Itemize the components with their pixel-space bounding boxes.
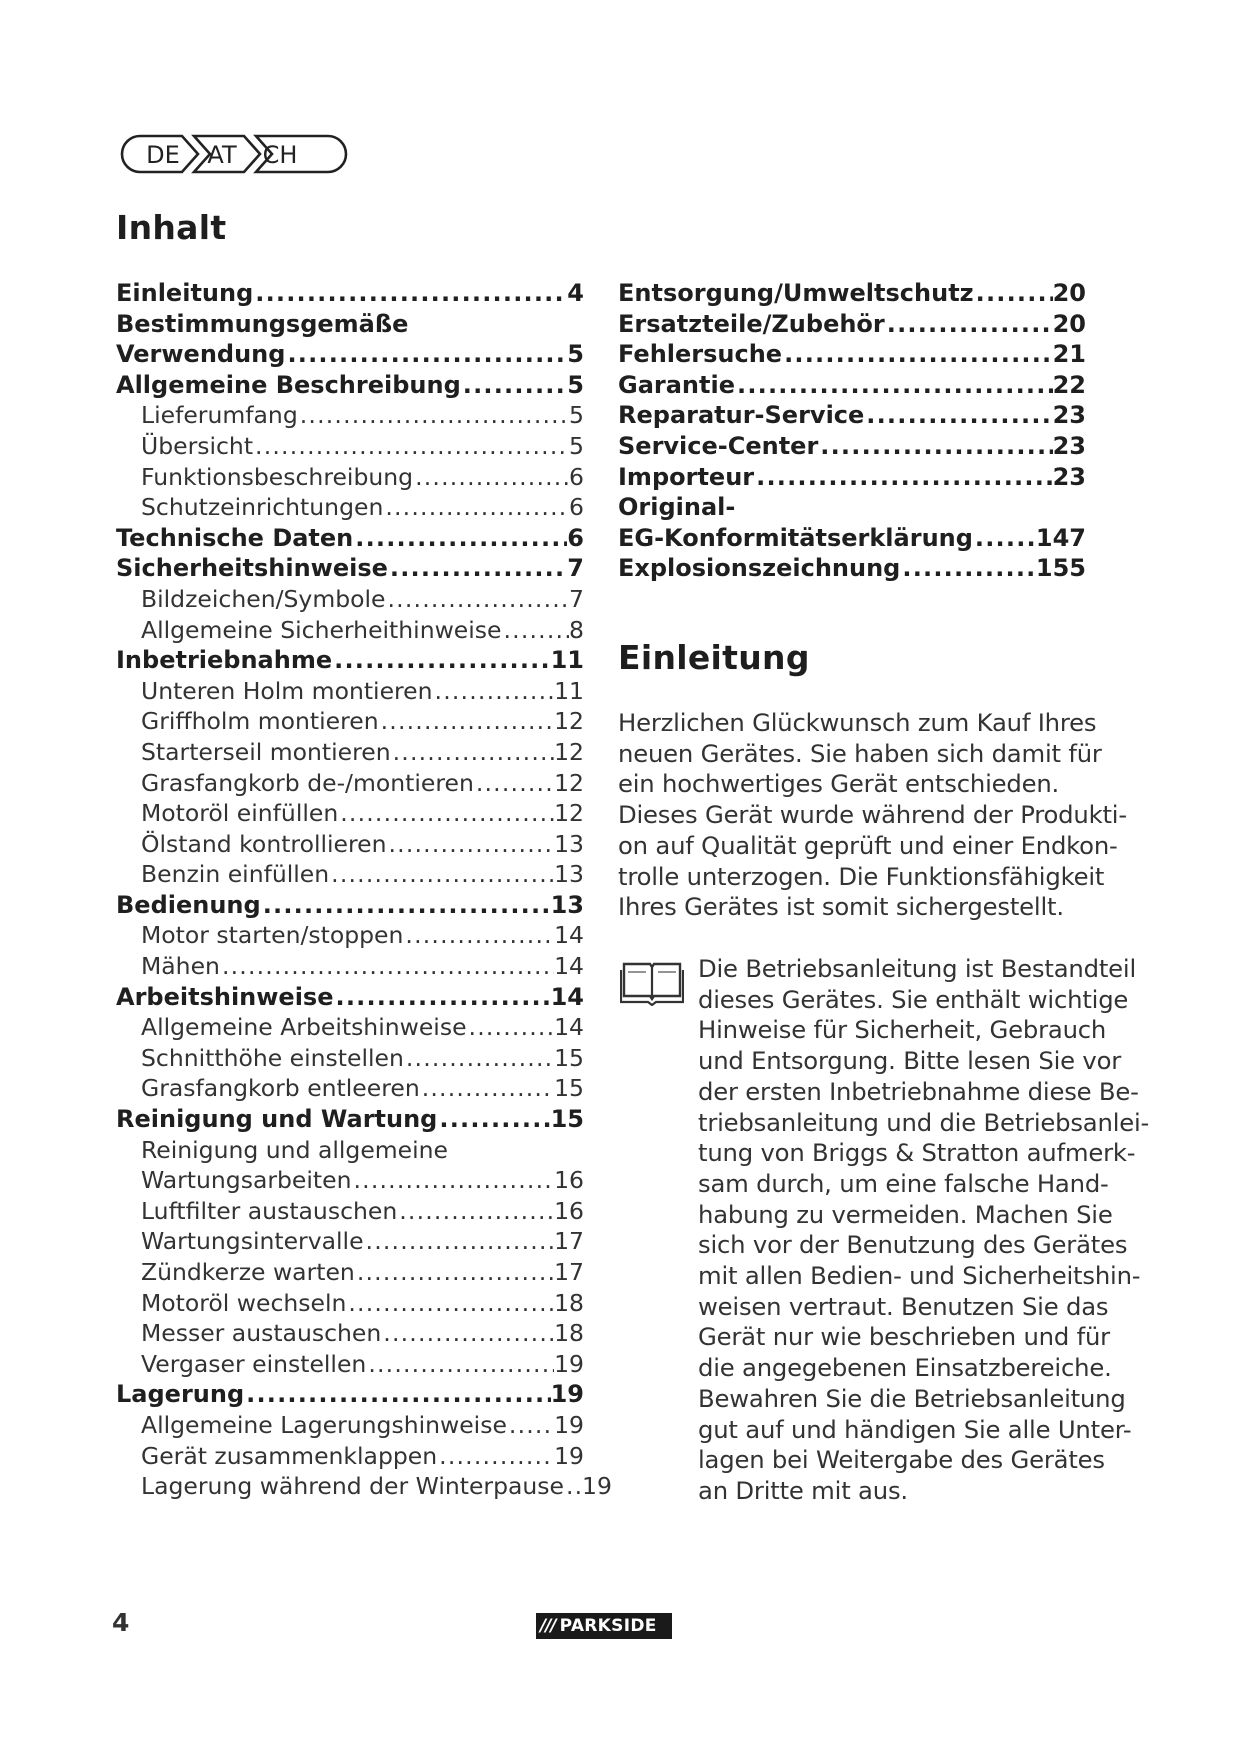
toc-entry-inbetriebnahme	[116, 645, 584, 676]
toc-leader-dots	[885, 309, 1053, 340]
toc-entry-label: Schnitthöhe einstellen	[141, 1043, 404, 1072]
toc-entry-label: Motoröl einfüllen	[141, 799, 339, 828]
toc-entry-starterseil-montieren	[116, 737, 584, 768]
toc-entry-label: Importeur	[618, 462, 755, 491]
toc-entry-label: Original-	[618, 493, 736, 522]
toc-entry-page: 19	[554, 1410, 584, 1439]
parkside-logo	[536, 1613, 672, 1639]
toc-entry-lagerung-waehrend-der-winterpause	[116, 1471, 612, 1502]
toc-leader-dots	[298, 400, 569, 431]
toc-entry-label: Allgemeine Lagerungshinweise	[141, 1410, 507, 1439]
toc-entry-label: Mähen	[141, 952, 220, 981]
toc-entry-label: Lieferumfang	[141, 401, 298, 430]
toc-leader-dots	[420, 1073, 554, 1104]
toc-entry-zuendkerze-warten	[116, 1257, 584, 1288]
toc-entry-allgemeine-beschreibung	[116, 370, 584, 401]
toc-entry-page: 19	[550, 1380, 584, 1409]
text-line: Gerät nur wie beschrieben und für	[698, 1322, 1110, 1352]
toc-entry-page: 4	[567, 279, 584, 307]
toc-entry-label: Messer austauschen	[141, 1319, 382, 1348]
text-line: sich vor der Benutzung des Gerätes	[698, 1230, 1128, 1260]
toc-entry-page: 15	[554, 1043, 584, 1072]
toc-entry-funktionsbeschreibung	[116, 462, 584, 493]
toc-entry-page: 21	[1052, 340, 1086, 369]
toc-leader-dots	[437, 1441, 554, 1472]
toc-entry-label: Wartungsarbeiten	[141, 1166, 352, 1195]
text-line: ein hochwertiges Gerät entschieden.	[618, 769, 1060, 799]
toc-entry-label: Griffholm montieren	[141, 707, 379, 736]
toc-entry-sicherheitshinweise	[116, 553, 584, 584]
toc-entry-lieferumfang	[116, 400, 584, 431]
toc-leader-dots	[244, 1379, 550, 1410]
toc-entry-label: Ölstand kontrollieren	[141, 829, 387, 858]
toc-leader-dots	[329, 859, 554, 890]
toc-entry-page: 12	[554, 737, 584, 766]
manual-note-paragraph	[698, 954, 1149, 1507]
toc-entry-fehlersuche	[618, 339, 1086, 370]
toc-leader-dots	[388, 553, 567, 584]
toc-entry-wartungsarbeiten	[116, 1165, 584, 1196]
toc-entry-label: Entsorgung/Umweltschutz	[618, 279, 974, 307]
toc-entry-page: 14	[550, 982, 584, 1011]
toc-entry-page: 14	[554, 1013, 584, 1042]
toc-leader-dots	[220, 951, 554, 982]
text-line: trolle unterzogen. Die Funktionsfähigkeit	[618, 861, 1105, 891]
toc-leader-dots	[397, 1196, 554, 1227]
toc-entry-label: Ersatzteile/Zubehör	[618, 309, 885, 338]
toc-entry-motor-starten-stoppen	[116, 920, 584, 951]
badge-de: DE	[146, 141, 180, 169]
toc-entry-label: Luftfilter austauschen	[141, 1196, 398, 1225]
toc-entry-label: Bedienung	[116, 890, 261, 919]
toc-entry-original	[618, 492, 1086, 523]
toc-entry-page: 6	[569, 493, 584, 522]
toc-leader-dots	[973, 523, 1036, 554]
toc-entry-label: Grasfangkorb de-/montieren	[141, 768, 474, 797]
toc-entry-label: Starterseil montieren	[141, 737, 391, 766]
toc-entry-page: 22	[1052, 370, 1086, 399]
toc-entry-lagerung	[116, 1379, 584, 1410]
toc-entry-technische-daten	[116, 523, 584, 554]
toc-leader-dots	[474, 768, 554, 799]
toc-leader-dots	[353, 523, 567, 554]
toc-entry-label: Zündkerze warten	[141, 1258, 355, 1286]
toc-entry-label: Fehlersuche	[618, 340, 783, 369]
logo-slashes: ///	[540, 1616, 556, 1636]
toc-entry-grasfangkorb-de-montieren	[116, 768, 584, 799]
toc-entry-page: 20	[1052, 309, 1086, 338]
toc-entry-page: 23	[1052, 431, 1086, 460]
toc-entry-label: Übersicht	[141, 431, 254, 460]
toc-entry-page: 11	[550, 646, 584, 675]
toc-leader-dots	[332, 645, 550, 676]
toc-entry-page: 7	[569, 584, 584, 613]
toc-entry-reparatur-service	[618, 400, 1086, 431]
toc-entry-label: Motor starten/stoppen	[141, 921, 404, 950]
toc-entry-benzin-einfuellen	[116, 859, 584, 890]
toc-entry-label: Bestimmungsgemäße	[116, 309, 409, 338]
toc-entry-label: Allgemeine Arbeitshinweise	[141, 1013, 467, 1042]
toc-entry-page: 5	[567, 340, 584, 369]
toc-entry-uebersicht	[116, 431, 584, 462]
toc-entry-page: 11	[554, 676, 584, 705]
toc-entry-label: Sicherheitshinweise	[116, 554, 388, 583]
toc-entry-label: Lagerung während der Winterpause	[141, 1472, 564, 1501]
toc-entry-page: 155	[1035, 554, 1086, 583]
toc-entry-label: Reinigung und Wartung	[116, 1105, 438, 1134]
toc-entry-label: Allgemeine Sicherheithinweise	[141, 615, 502, 644]
toc-entry-page: 5	[569, 431, 584, 460]
toc-entry-page: 19	[554, 1349, 584, 1378]
toc-entry-label: Service-Center	[618, 431, 819, 460]
text-line: triebsanleitung und die Betriebsanlei-	[698, 1107, 1150, 1137]
toc-entry-page: 18	[554, 1288, 584, 1317]
toc-entry-reinigung-und-allgemeine	[116, 1135, 584, 1166]
toc-leader-dots	[467, 1012, 555, 1043]
toc-entry-label: EG-Konformitätserklärung	[618, 523, 973, 552]
toc-leader-dots	[253, 431, 569, 462]
toc-entry-label: Garantie	[618, 370, 735, 399]
toc-entry-page: 15	[554, 1074, 584, 1103]
country-badges	[118, 132, 348, 176]
toc-entry-geraet-zusammenklappen	[116, 1441, 584, 1472]
text-line: lagen bei Weitergabe des Gerätes	[698, 1445, 1105, 1475]
toc-entry-label: Explosionszeichnung	[618, 554, 901, 583]
text-line: an Dritte mit aus.	[698, 1475, 908, 1505]
country-badges-graphic	[118, 132, 348, 176]
toc-leader-dots	[864, 400, 1052, 431]
toc-entry-page: 17	[554, 1258, 584, 1286]
intro-paragraph	[618, 708, 1127, 923]
toc-leader-dots	[974, 278, 1053, 309]
toc-entry-schnitthoehe-einstellen	[116, 1043, 584, 1074]
toc-entry-label: Grasfangkorb entleeren	[141, 1074, 420, 1103]
toc-entry-page: 13	[550, 890, 584, 919]
toc-entry-label: Bildzeichen/Symbole	[141, 584, 386, 613]
toc-leader-dots	[379, 706, 554, 737]
badge-at: AT	[207, 141, 237, 169]
toc-entry-ersatzteile-zubehoer	[618, 309, 1086, 340]
toc-leader-dots	[352, 1165, 555, 1196]
toc-leader-dots	[437, 1104, 550, 1135]
toc-entry-label: Vergaser einstellen	[141, 1349, 367, 1378]
text-line: habung zu vermeiden. Machen Sie	[698, 1199, 1113, 1229]
toc-entry-page: 6	[567, 523, 584, 552]
toc-entry-bildzeichen-symbole	[116, 584, 584, 615]
toc-entry-page: 13	[554, 829, 584, 858]
toc-leader-dots	[754, 462, 1052, 493]
text-line: mit allen Bedien- und Sicherheitshin-	[698, 1261, 1141, 1291]
toc-entry-eg-konformitaetserklaerung	[618, 523, 1086, 554]
toc-entry-importeur	[618, 462, 1086, 493]
toc-leader-dots	[782, 339, 1053, 370]
toc-leader-dots	[334, 982, 551, 1013]
intro-heading: Einleitung	[618, 638, 810, 677]
toc-entry-entsorgung-umweltschutz	[618, 278, 1086, 309]
page-number: 4	[112, 1608, 130, 1637]
text-line: Ihres Gerätes ist somit sichergestellt.	[618, 892, 1064, 922]
text-line: tung von Briggs & Stratton aufmerk-	[698, 1138, 1136, 1168]
toc-entry-messer-austauschen	[116, 1318, 584, 1349]
toc-entry-label: Funktionsbeschreibung	[141, 462, 414, 491]
toc-entry-label: Einleitung	[116, 279, 254, 307]
text-line: Bewahren Sie die Betriebsanleitung	[698, 1383, 1126, 1413]
toc-leader-dots	[386, 584, 570, 615]
toc-entry-page: 147	[1035, 523, 1086, 552]
toc-left-column	[116, 278, 612, 1502]
toc-leader-dots	[461, 370, 568, 401]
toc-right-column	[618, 278, 1086, 584]
toc-entry-page: 7	[567, 554, 584, 583]
toc-entry-page: 20	[1052, 279, 1086, 307]
toc-entry-label: Verwendung	[116, 340, 286, 369]
toc-leader-dots	[261, 890, 551, 921]
toc-entry-page: 12	[554, 768, 584, 797]
toc-entry-unteren-holm-montieren	[116, 676, 584, 707]
toc-entry-label: Arbeitshinweise	[116, 982, 334, 1011]
text-line: gut auf und händigen Sie alle Unter-	[698, 1414, 1132, 1444]
text-line: die angegebenen Einsatzbereiche.	[698, 1353, 1112, 1383]
toc-entry-label: Benzin einfüllen	[141, 860, 330, 889]
toc-entry-garantie	[618, 370, 1086, 401]
toc-entry-wartungsintervalle	[116, 1226, 584, 1257]
toc-entry-page: 18	[554, 1319, 584, 1348]
badge-ch: CH	[262, 141, 298, 169]
toc-leader-dots	[413, 462, 569, 493]
toc-entry-bestimmungsgemaesse	[116, 309, 584, 340]
toc-leader-dots	[735, 370, 1053, 401]
toc-entry-label: Reinigung und allgemeine	[141, 1135, 449, 1164]
toc-entry-label: Wartungsintervalle	[141, 1227, 364, 1256]
text-line: Herzlichen Glückwunsch zum Kauf Ihres	[618, 708, 1097, 737]
toc-leader-dots	[391, 737, 554, 768]
toc-entry-verwendung	[116, 339, 584, 370]
toc-entry-maehen	[116, 951, 584, 982]
toc-entry-page: 14	[554, 921, 584, 950]
text-line: weisen vertraut. Benutzen Sie das	[698, 1291, 1109, 1321]
text-line: sam durch, um eine falsche Hand-	[698, 1168, 1109, 1198]
toc-leader-dots	[355, 1257, 554, 1288]
toc-leader-dots	[346, 1288, 554, 1319]
toc-entry-label: Reparatur-Service	[618, 401, 865, 430]
toc-entry-motoroel-wechseln	[116, 1288, 584, 1319]
toc-entry-page: 16	[554, 1196, 584, 1225]
logo-text: PARKSIDE	[559, 1616, 657, 1636]
toc-leader-dots	[383, 492, 569, 523]
contents-heading: Inhalt	[116, 208, 227, 247]
toc-leader-dots	[507, 1410, 554, 1441]
toc-entry-label: Technische Daten	[116, 523, 354, 552]
toc-entry-page: 15	[550, 1105, 584, 1134]
toc-entry-page: 19	[582, 1472, 612, 1501]
toc-leader-dots	[564, 1471, 582, 1502]
text-line: der ersten Inbetriebnahme diese Be-	[698, 1076, 1139, 1106]
toc-entry-allgemeine-sicherheithinweise	[116, 615, 584, 646]
toc-entry-page: 12	[554, 799, 584, 828]
toc-leader-dots	[502, 615, 570, 646]
toc-entry-luftfilter-austauschen	[116, 1196, 584, 1227]
toc-entry-vergaser-einstellen	[116, 1349, 584, 1380]
toc-entry-arbeitshinweise	[116, 982, 584, 1013]
toc-entry-bedienung	[116, 890, 584, 921]
toc-leader-dots	[387, 829, 555, 860]
toc-entry-page: 23	[1052, 401, 1086, 430]
toc-leader-dots	[381, 1318, 554, 1349]
toc-entry-label: Gerät zusammenklappen	[141, 1441, 438, 1470]
toc-entry-explosionszeichnung	[618, 553, 1086, 584]
toc-entry-label: Lagerung	[116, 1380, 245, 1409]
toc-entry-oelstand-kontrollieren	[116, 829, 584, 860]
text-line: Hinweise für Sicherheit, Gebrauch	[698, 1015, 1107, 1045]
text-line: on auf Qualität geprüft und einer Endkon-	[618, 830, 1118, 860]
toc-entry-griffholm-montieren	[116, 706, 584, 737]
toc-entry-page: 8	[569, 615, 584, 644]
toc-leader-dots	[253, 278, 567, 309]
toc-entry-reinigung-und-wartung	[116, 1104, 584, 1135]
toc-leader-dots	[364, 1226, 555, 1257]
toc-entry-allgemeine-lagerungshinweise	[116, 1410, 584, 1441]
toc-entry-page: 14	[554, 952, 584, 981]
toc-entry-grasfangkorb-entleeren	[116, 1073, 584, 1104]
text-line: und Entsorgung. Bitte lesen Sie vor	[698, 1046, 1122, 1076]
toc-entry-schutzeinrichtungen	[116, 492, 584, 523]
book-icon	[620, 958, 684, 1006]
toc-leader-dots	[900, 553, 1036, 584]
toc-entry-einleitung	[116, 278, 584, 309]
toc-entry-page: 5	[569, 401, 584, 430]
toc-entry-page: 19	[554, 1441, 584, 1470]
toc-entry-page: 12	[554, 707, 584, 736]
toc-leader-dots	[818, 431, 1052, 462]
toc-entry-page: 16	[554, 1166, 584, 1195]
text-line: Die Betriebsanleitung ist Bestandteil	[698, 954, 1136, 983]
toc-entry-page: 5	[567, 370, 584, 399]
toc-entry-page: 13	[554, 860, 584, 889]
toc-entry-page: 23	[1052, 462, 1086, 491]
toc-entry-allgemeine-arbeitshinweise	[116, 1012, 584, 1043]
toc-entry-label: Inbetriebnahme	[116, 646, 333, 675]
toc-leader-dots	[404, 1043, 554, 1074]
toc-entry-label: Allgemeine Beschreibung	[116, 370, 461, 399]
text-line: Dieses Gerät wurde während der Produkti-	[618, 800, 1127, 830]
toc-entry-label: Schutzeinrichtungen	[141, 493, 384, 522]
toc-leader-dots	[285, 339, 567, 370]
text-line: neuen Gerätes. Sie haben sich damit für	[618, 738, 1102, 768]
text-line: dieses Gerätes. Sie enthält wichtige	[698, 984, 1129, 1014]
toc-entry-page: 6	[569, 462, 584, 491]
toc-entry-label: Unteren Holm montieren	[141, 676, 433, 705]
toc-leader-dots	[366, 1349, 554, 1380]
toc-leader-dots	[338, 798, 554, 829]
toc-entry-label: Motoröl wechseln	[141, 1288, 347, 1317]
toc-entry-service-center	[618, 431, 1086, 462]
toc-leader-dots	[433, 676, 555, 707]
toc-entry-page: 17	[554, 1227, 584, 1256]
toc-entry-motoroel-einfuellen	[116, 798, 584, 829]
toc-leader-dots	[403, 920, 554, 951]
